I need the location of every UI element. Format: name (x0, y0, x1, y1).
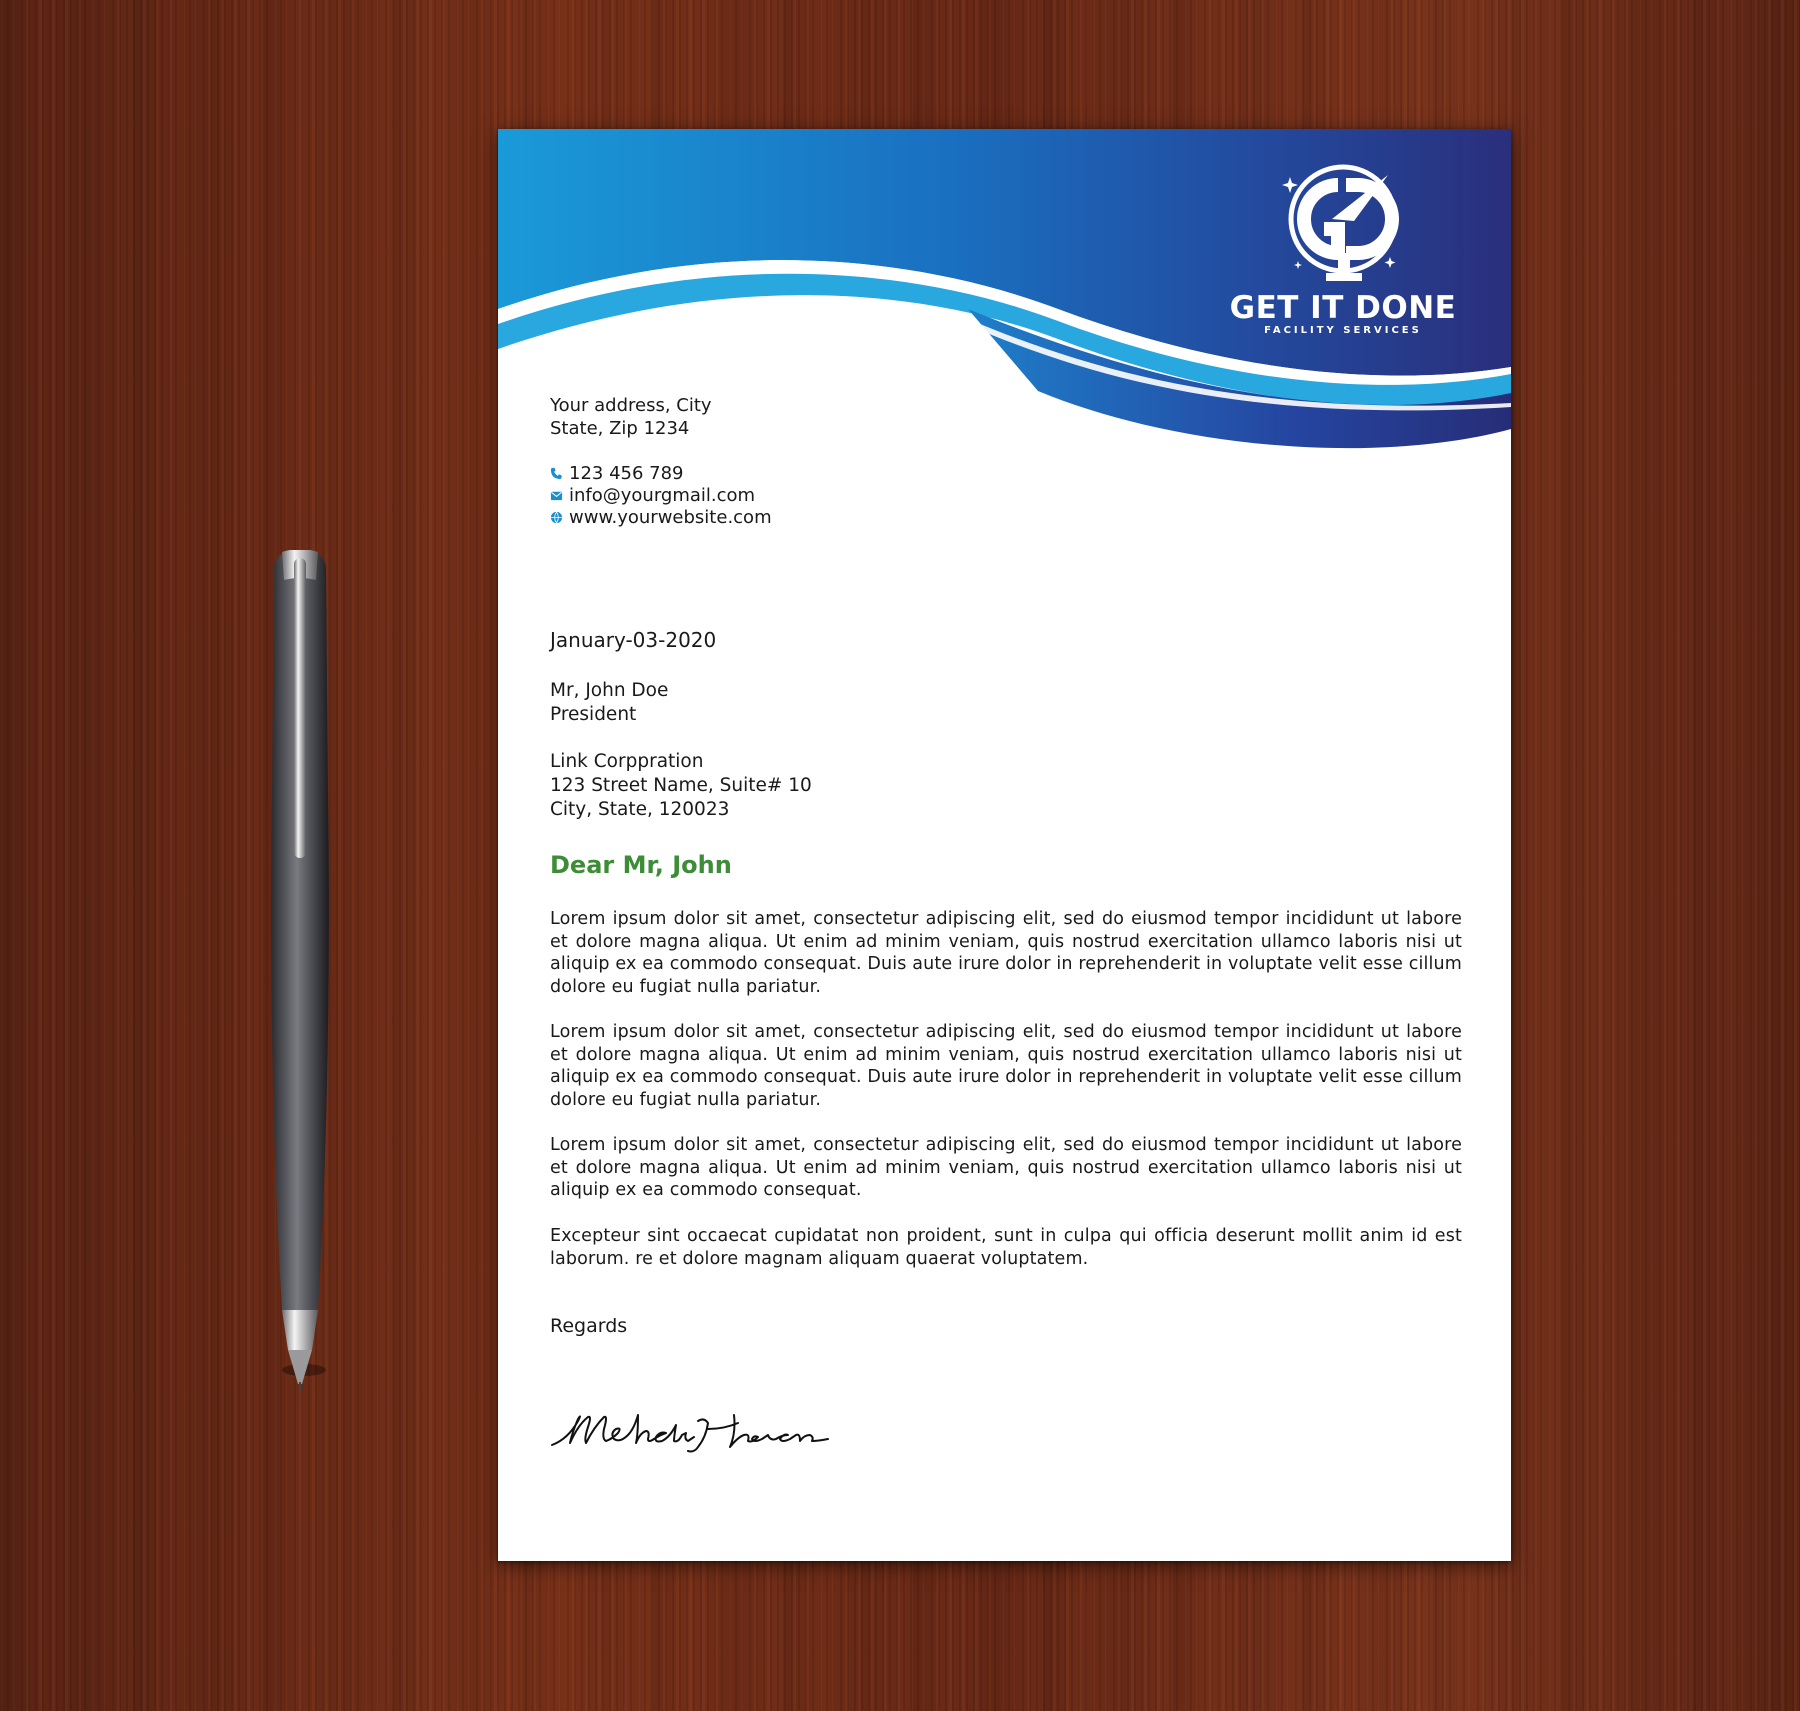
brand-name: GET IT DONE (1229, 290, 1457, 326)
brand-tagline: FACILITY SERVICES (1264, 325, 1422, 336)
recipient-block (550, 679, 990, 727)
phone-icon (550, 467, 563, 480)
sender-contacts (550, 462, 990, 528)
sender-address-line1: Your address, City (550, 395, 712, 416)
brand-logo (1223, 157, 1463, 407)
contact-website (550, 506, 990, 528)
handwritten-signature (548, 1399, 868, 1459)
recipient-company-block (550, 750, 990, 822)
recipient-address2: City, State, 120023 (550, 799, 730, 820)
body-paragraph-2: Lorem ipsum dolor sit amet, consectetur adipiscing elit, sed do eiusmod tempor incididunt ut labore et dolore magna aliqua. Ut enim ad minim veniam, quis nostrud exercitation ullamco laboris nisi ut aliquip ex ea commodo consequat. Duis aute irure dolor in reprehenderit in voluptate velit esse cillum dolore eu fugiat nulla pariatur. (550, 1022, 1462, 1110)
globe-icon (550, 511, 563, 524)
contact-email-text: info@yourgmail.com (569, 484, 756, 506)
contact-phone (550, 462, 990, 484)
letter-greeting: Dear Mr, John (550, 851, 732, 879)
contact-phone-text: 123 456 789 (569, 462, 684, 484)
sender-address (550, 394, 990, 440)
email-icon (550, 489, 563, 502)
contact-email (550, 484, 990, 506)
body-paragraph-1: Lorem ipsum dolor sit amet, consectetur adipiscing elit, sed do eiusmod tempor incididunt ut labore et dolore magna aliqua. Ut enim ad minim veniam, quis nostrud exercitation ullamco laboris nisi ut aliquip ex ea commodo consequat. Duis aute irure dolor in reprehenderit in voluptate velit esse cillum dolore eu fugiat nulla pariatur. (550, 909, 1462, 997)
gd-monogram-icon (1268, 157, 1418, 287)
sender-address-line2: State, Zip 1234 (550, 418, 690, 439)
letter-date: January-03-2020 (550, 628, 717, 652)
letterhead-paper (498, 129, 1511, 1561)
body-paragraph-3: Lorem ipsum dolor sit amet, consectetur adipiscing elit, sed do eiusmod tempor incididunt ut labore et dolore magna aliqua. Ut enim ad minim veniam, quis nostrud exercitation ullamco laboris nisi ut aliquip ex ea commodo consequat. (550, 1135, 1462, 1200)
body-paragraph-4: Excepteur sint occaecat cupidatat non proident, sunt in culpa qui officia deserunt mollit anim id est laborum. re et dolore magnam aliquam quaerat voluptatem. (550, 1226, 1462, 1269)
letter-closing: Regards (550, 1315, 628, 1337)
contact-website-text: www.yourwebsite.com (569, 506, 772, 528)
pen-illustration (260, 550, 340, 1394)
recipient-address1: 123 Street Name, Suite# 10 (550, 775, 812, 796)
recipient-title: President (550, 704, 637, 725)
recipient-name: Mr, John Doe (550, 680, 669, 701)
recipient-company: Link Corppration (550, 751, 704, 772)
